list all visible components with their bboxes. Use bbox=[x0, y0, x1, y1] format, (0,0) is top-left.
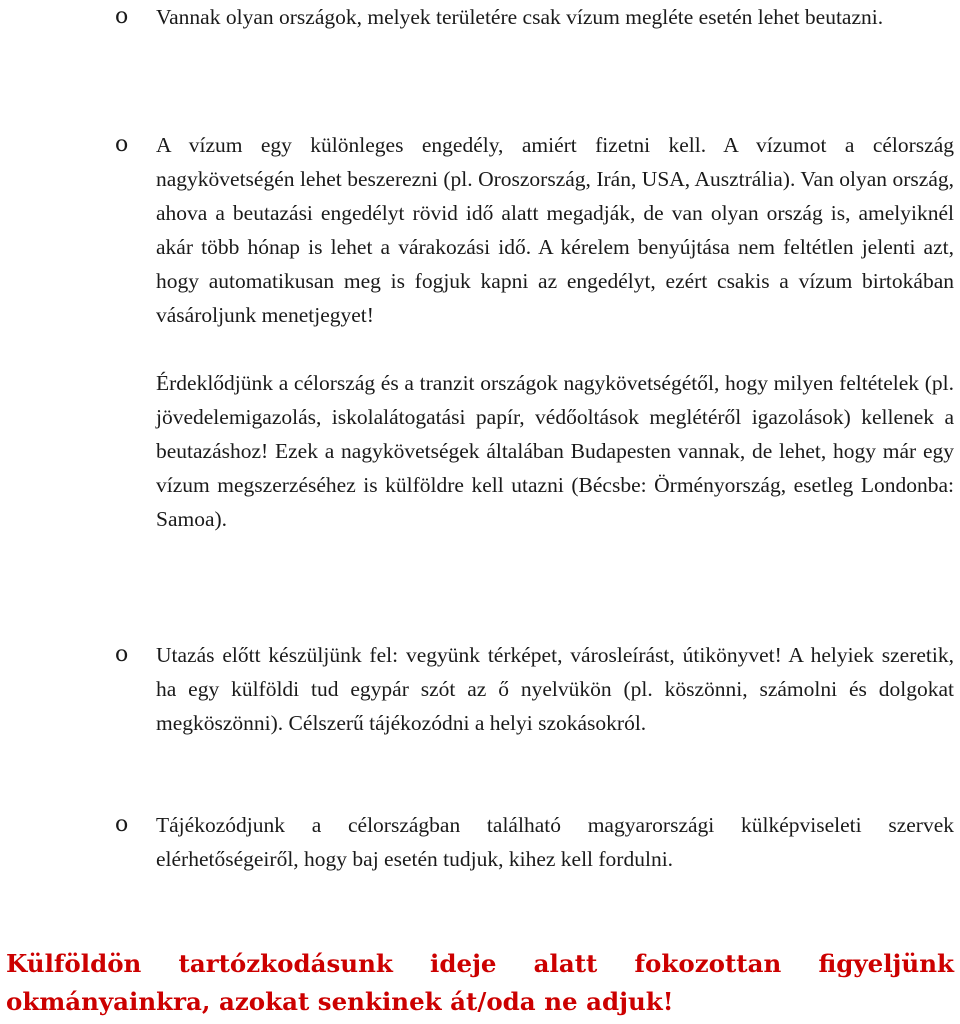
list-bullet: o bbox=[115, 132, 129, 157]
list-item-text bbox=[156, 128, 954, 332]
list-item-text-part: A vízum egy különleges engedély, amiért fizetni kell. A vízumot a célország nagykövetségén lehet beszerezni (pl. Oroszország, Irán, USA, Ausztrália). Van olyan ország, ahova a beutazási engedélyt rövid idő alatt megadják, de van olyan ország is, amelyiknél akár több hónap is lehet a várakozási idő. A kérelem benyújtása nem feltétlen jelenti azt, hogy automatikusan meg is fogjuk kapni az engedélyt, ezért csakis a vízum birtokában vásároljunk menetjegyet! bbox=[156, 133, 954, 327]
list-bullet: o bbox=[115, 4, 129, 29]
list-item-text: Vannak olyan országok, melyek területére csak vízum megléte esetén lehet beutazni. bbox=[156, 5, 884, 29]
list-item-text: Tájékozódjunk a célországban található magyarországi külképviseleti szervek elérhetőségeiről, hogy baj esetén tudjuk, kihez kell fordulni. bbox=[156, 813, 954, 871]
list-bullet: o bbox=[115, 642, 129, 667]
warning-text: Külföldön tartózkodásunk ideje alatt fokozottan figyeljünk okmányainkra, azokat senkinek át/oda ne adjuk! bbox=[6, 949, 954, 1016]
list-item-text: Utazás előtt készüljünk fel: vegyünk térképet, városleírást, útikönyvet! A helyiek szeretik, ha egy külföldi tud egypár szót az ő nyelvükön (pl. köszönni, számolni és dolgokat megköszönni). Célszerű tájékozódni a helyi szokásokról. bbox=[156, 643, 954, 735]
list-bullet: o bbox=[115, 812, 129, 837]
list-item-text-continued: Érdeklődjünk a célország és a tranzit országok nagykövetségétől, hogy milyen feltételek (pl. jövedelemigazolás, iskolalátogatási papír, védőoltások meglétéről igazolások) kellenek a beutazáshoz! Ezek a nagykövetségek általában Budapesten vannak, de lehet, hogy már egy vízum megszerzéséhez is külföldre kell utazni (Bécsbe: Örményország, esetleg Londonba: Samoa). bbox=[156, 371, 954, 531]
